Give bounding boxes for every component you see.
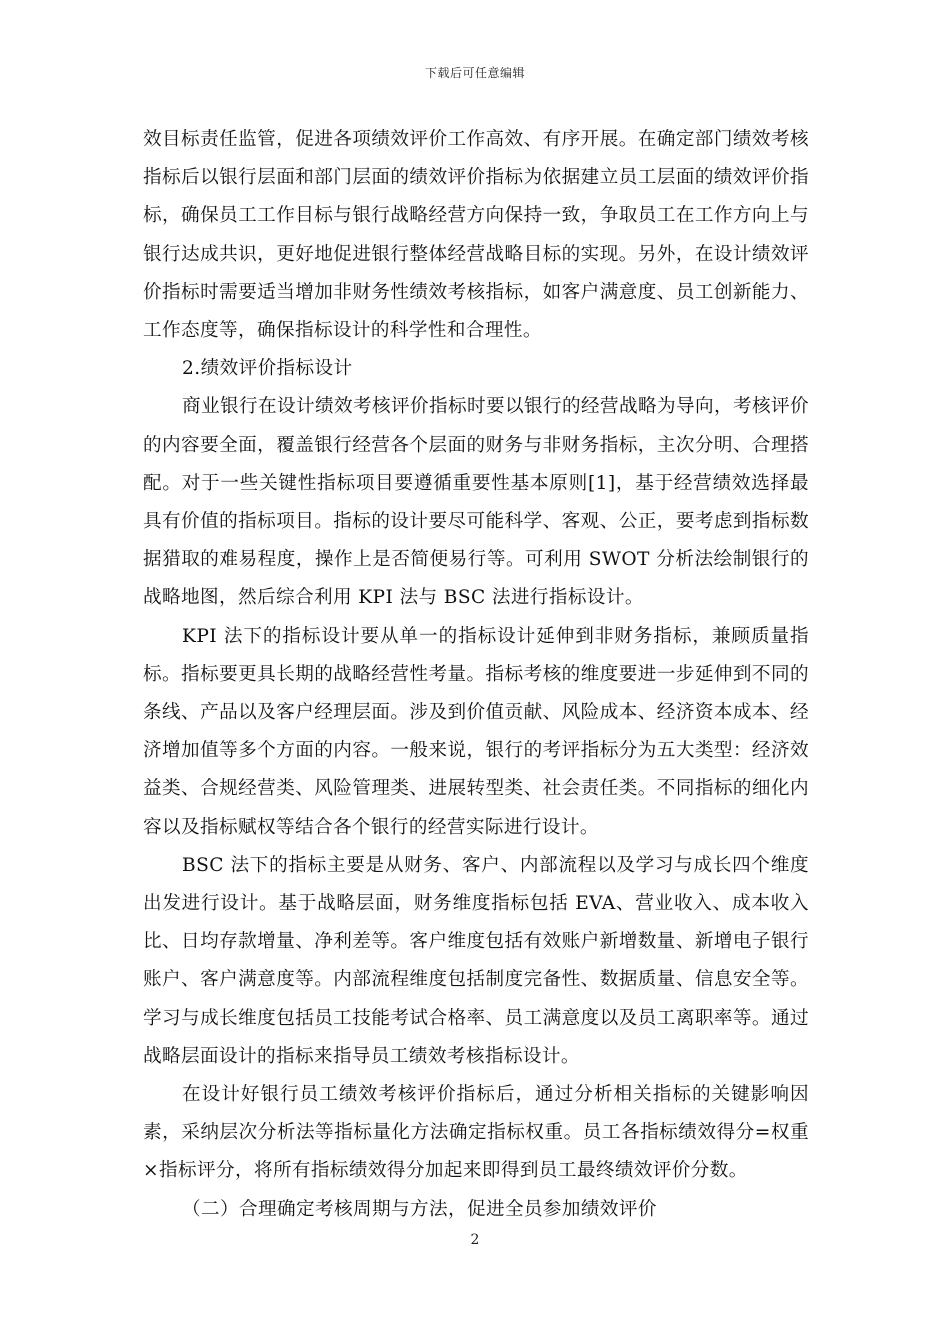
paragraph-1: 效目标责任监管，促进各项绩效评价工作高效、有序开展。在确定部门绩效考核指标后以银行层面和部门层面的绩效评价指标为依据建立员工层面的绩效评价指标，确保员工工作目标与银行战略经营方向保持一致，争取员工在工作方向上与银行达成共识，更好地促进银行整体经营战略目标的实现。另外，在设计绩效评价指标时需要适当增加非财务性绩效考核指标，如客户满意度、员工创新能力、工作态度等，确保指标设计的科学性和合理性。 bbox=[143, 129, 809, 342]
section-heading-indicator-design: 2.绩效评价指标设计 bbox=[182, 358, 353, 380]
paragraph-2: 商业银行在设计绩效考核评价指标时要以银行的经营战略为导向，考核评价的内容要全面，覆盖银行经营各个层面的财务与非财务指标，主次分明、合理搭配。对于一些关键性指标项目要遵循重要性基本原则[1]，基于经营绩效选择最具有价值的指标项目。指标的设计要尽可能科学、客观、公正，要考虑到指标数据猎取的难易程度，操作上是否简便易行等。可利用 SWOT 分析法绘制银行的战略地图，然后综合利用 KPI 法与 BSC 法进行指标设计。 bbox=[143, 396, 809, 609]
page-number: 2 bbox=[470, 1232, 480, 1248]
page-header: 下载后可任意编辑 bbox=[424, 66, 525, 80]
document-body bbox=[143, 121, 809, 1229]
paragraph-bsc: BSC 法下的指标主要是从财务、客户、内部流程以及学习与成长四个维度出发进行设计。基于战略层面，财务维度指标包括 EVA、营业收入、成本收入比、日均存款增量、净利差等。客户维度包括有效账户新增数量、新增电子银行账户、客户满意度等。内部流程维度包括制度完备性、数据质量、信息安全等。学习与成长维度包括员工技能考试合格率、员工满意度以及员工离职率等。通过战略层面设计的指标来指导员工绩效考核指标设计。 bbox=[143, 854, 809, 1067]
section-heading-assessment-cycle: （二）合理确定考核周期与方法，促进全员参加绩效评价 bbox=[182, 1198, 657, 1220]
paragraph-kpi: KPI 法下的指标设计要从单一的指标设计延伸到非财务指标，兼顾质量指标。指标要更具长期的战略经营性考量。指标考核的维度要进一步延伸到不同的条线、产品以及客户经理层面。涉及到价值贡献、风险成本、经济资本成本、经济增加值等多个方面的内容。一般来说，银行的考评指标分为五大类型：经济效益类、合规经营类、风险管理类、进展转型类、社会责任类。不同指标的细化内容以及指标赋权等结合各个银行的经营实际进行设计。 bbox=[143, 625, 809, 838]
paragraph-weighting: 在设计好银行员工绩效考核评价指标后，通过分析相关指标的关键影响因素，采纳层次分析法等指标量化方法确定指标权重。员工各指标绩效得分=权重×指标评分，将所有指标绩效得分加起来即得到员工最终绩效评价分数。 bbox=[143, 1084, 809, 1182]
